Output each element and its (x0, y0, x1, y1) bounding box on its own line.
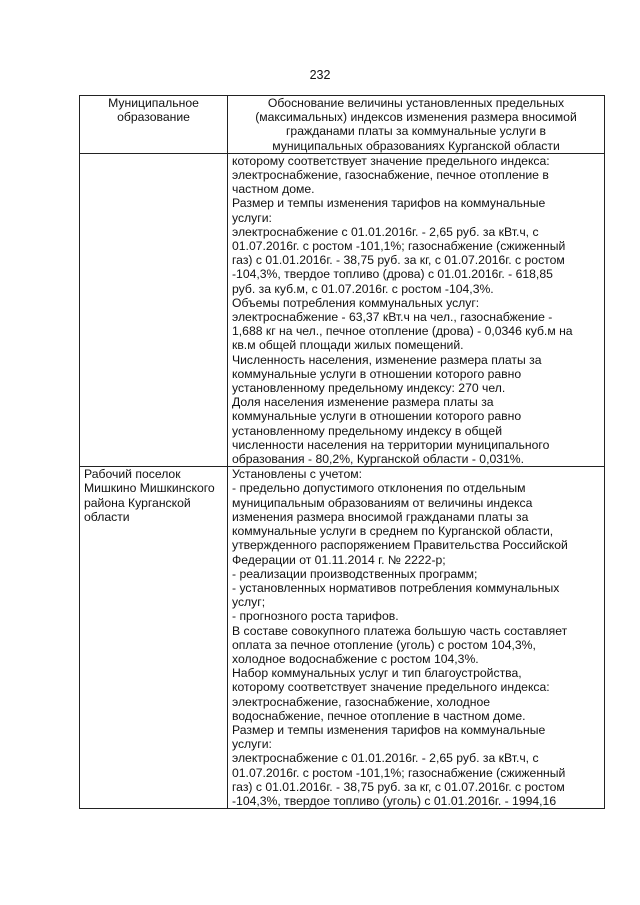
row-1-justification-text (228, 153, 605, 466)
text-line: услуг; (232, 595, 266, 610)
table-header-row (80, 96, 605, 154)
text-line: которому соответствует значение предельного индекса: (232, 153, 550, 168)
text-line: Обоснование величины установленных предельных (267, 96, 565, 110)
text-line: Размер и темпы изменения тарифов на коммунальные (232, 196, 546, 211)
text-line: (максимальных) индексов изменения размера вносимой (255, 110, 577, 125)
text-line: 1,688 кг на чел., печное отопление (дрова) - 0,0346 куб.м на (232, 324, 573, 339)
text-line: услуги: (232, 737, 272, 752)
text-line: - реализации производственных программ; (232, 566, 478, 581)
text-line: холодное водоснабжение с ростом 104,3%. (232, 651, 479, 666)
text-line: частном доме. (232, 182, 315, 197)
text-line: В составе совокупного платежа большую часть составляет (232, 623, 568, 638)
text-line: гражданами платы за коммунальные услуги в (285, 124, 547, 139)
text-line: электроснабжение - 63,37 кВт.ч на чел., газоснабжение - (232, 310, 553, 325)
text-line: Набор коммунальных услуг и тип благоустройства, (232, 666, 522, 681)
text-line: Доля населения изменение размера платы за (232, 395, 494, 410)
text-line: области (84, 509, 130, 524)
text-line: муниципальным образованиям от величины индекса (232, 495, 533, 510)
text-line: района Курганской (84, 495, 191, 510)
text-line: Мишкино Мишкинского (84, 481, 215, 496)
text-line: электроснабжение, газоснабжение, холодное (232, 694, 491, 709)
text-line: - предельно допустимого отклонения по отдельным (232, 481, 526, 496)
text-line: -104,3%, твердое топливо (уголь) с 01.01.2016г. - 1994,16 (232, 793, 557, 808)
header-justification (228, 96, 605, 154)
text-line: установленному предельному индексу: 270 чел. (232, 381, 506, 396)
header-municipality (80, 96, 228, 154)
text-line: услуги: (232, 210, 272, 225)
text-line: оплата за печное отопление (уголь) с ростом 104,3%, (232, 637, 536, 652)
text-line: которому соответствует значение предельного индекса: (232, 680, 550, 695)
text-line: 01.07.2016г. с ростом -101,1%; газоснабжение (сжиженный (232, 239, 566, 254)
text-line: Размер и темпы изменения тарифов на коммунальные (232, 722, 546, 737)
text-line: руб. за куб.м, с 01.07.2016г. с ростом -104,3%. (232, 281, 494, 296)
text-line: установленному предельному индексу в общей (232, 423, 503, 438)
text-line: Установлены с учетом: (232, 467, 362, 482)
table-row (80, 153, 605, 466)
text-line: 01.07.2016г. с ростом -101,1%; газоснабжение (сжиженный (232, 765, 566, 780)
text-line: утвержденного распоряжением Правительства Российской (232, 538, 568, 553)
text-line: электроснабжение с 01.01.2016г. - 2,65 руб. за кВт.ч, с (232, 224, 539, 239)
text-line: - установленных нормативов потребления коммунальных (232, 580, 560, 595)
text-line: - прогнозного роста тарифов. (232, 609, 399, 624)
text-line: изменения размера вносимой гражданами платы за (232, 509, 529, 524)
text-line: газ) с 01.01.2016г. - 38,75 руб. за кг, с 01.07.2016г. с ростом (232, 253, 565, 268)
text-line: -104,3%, твердое топливо (дрова) с 01.01.2016г. - 618,85 (232, 267, 553, 282)
text-line: образование (117, 110, 190, 125)
row-2-municipality (80, 467, 228, 809)
text-line: численности населения на территории муниципального (232, 437, 550, 452)
tariff-justification-table (79, 95, 605, 809)
text-line: образования - 80,2%, Курганской области - 0,031%. (232, 452, 525, 467)
text-line: коммунальные услуги в отношении которого равно (232, 409, 522, 424)
text-line: электроснабжение, газоснабжение, печное отопление в (232, 168, 549, 183)
text-line: Численность населения, изменение размера платы за (232, 352, 542, 367)
text-line: газ) с 01.01.2016г. - 38,75 руб. за кг, с 01.07.2016г. с ростом (232, 779, 565, 794)
table-row (80, 467, 605, 809)
text-line: водоснабжение, печное отопление в частном доме. (232, 708, 526, 723)
row-1-municipality (80, 153, 228, 466)
text-line: Рабочий поселок (84, 467, 181, 482)
text-line: коммунальные услуги в отношении которого равно (232, 366, 522, 381)
text-line: Федерации от 01.11.2014 г. № 2222-р; (232, 552, 446, 567)
row-2-justification-text (228, 467, 605, 809)
text-line: коммунальные услуги в среднем по Курганской области, (232, 524, 554, 539)
text-line: кв.м общей площади жилых помещений. (232, 338, 464, 353)
text-line: электроснабжение с 01.01.2016г. - 2,65 руб. за кВт.ч, с (232, 751, 539, 766)
text-line: Объемы потребления коммунальных услуг: (232, 295, 480, 310)
text-line: муниципальных образованиях Курганской области (272, 138, 560, 153)
text-line: Муниципальное (108, 96, 199, 110)
page-number: 232 (309, 68, 331, 82)
